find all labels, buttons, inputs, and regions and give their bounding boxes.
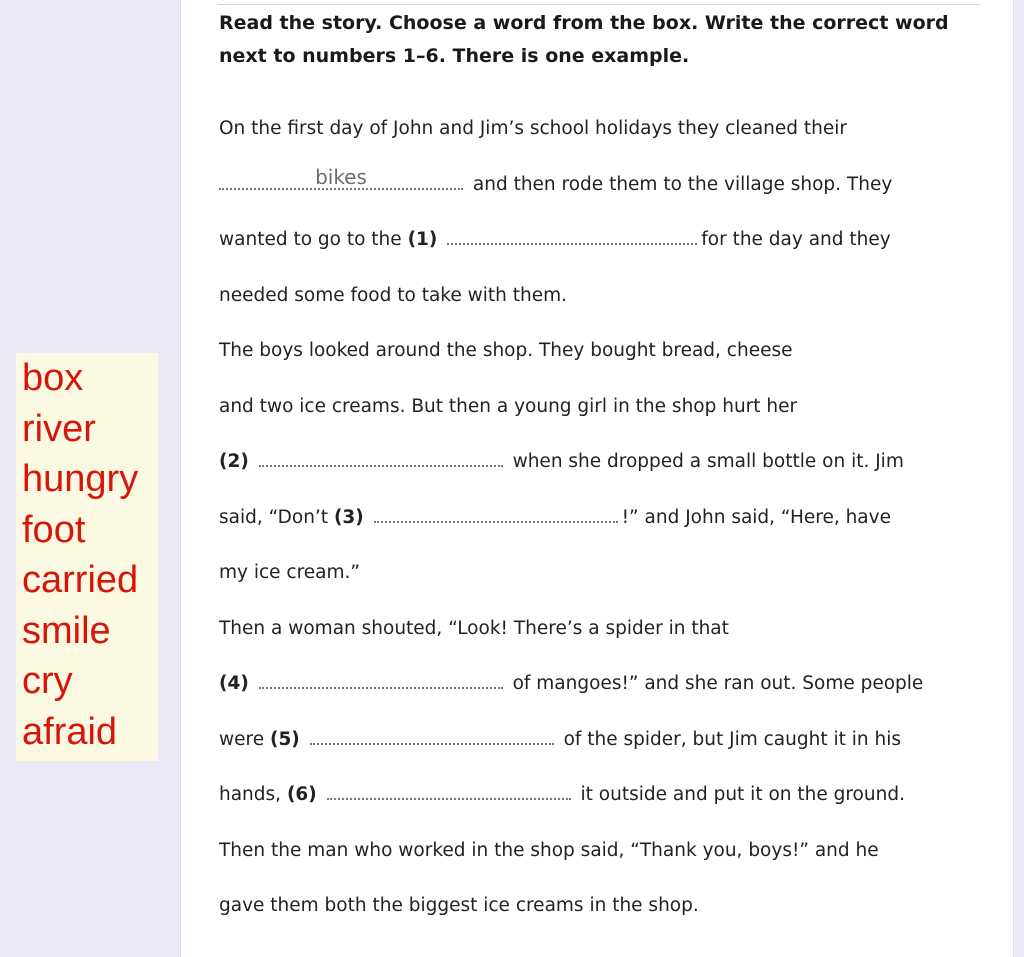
- example-blank: [219, 166, 463, 190]
- story-line-1: On the first day of John and Jim’s school holidays they cleaned their: [219, 118, 847, 139]
- top-divider: [218, 4, 980, 5]
- story-line-7: (2) when she dropped a small bottle on it. Jim: [219, 434, 999, 490]
- word-box-item: afraid: [22, 710, 118, 753]
- story-line-11: (4) of mangoes!” and she ran out. Some people: [219, 656, 999, 712]
- answer-blank-1[interactable]: [447, 221, 697, 245]
- word-box-item: box: [22, 357, 84, 399]
- story-line-15: gave them both the biggest ice creams in the shop.: [219, 895, 699, 916]
- story-line-6: and two ice creams. But then a young girl in the shop hurt her: [219, 395, 798, 417]
- blank-number-3: (3): [333, 506, 364, 528]
- answer-blank-6[interactable]: [327, 776, 571, 800]
- blank-number-4: (4): [219, 673, 249, 694]
- story-line-14: Then the man who worked in the shop said, “Thank you, boys!” and he: [219, 839, 879, 861]
- story-line-4: needed some food to take with them.: [219, 284, 568, 306]
- blank-number-1: (1): [407, 229, 438, 250]
- answer-blank-3[interactable]: [374, 499, 618, 523]
- word-box: [16, 353, 158, 761]
- word-box-item: carried: [22, 559, 139, 601]
- story-line-8: said, “Don’t (3) !” and John said, “Here, have: [219, 490, 999, 546]
- blank-number-5: (5): [269, 728, 300, 750]
- word-box-item: smile: [22, 609, 111, 652]
- answer-blank-5[interactable]: [310, 721, 554, 745]
- word-box-item: hungry: [22, 458, 139, 500]
- blank-number-2: (2): [219, 451, 249, 472]
- story-line-13: hands, (6) it outside and put it on the ground.: [219, 767, 999, 823]
- answer-blank-4[interactable]: [259, 665, 503, 689]
- story-line-10: Then a woman shouted, “Look! There’s a spider in that: [219, 617, 729, 639]
- instructions: Read the story. Choose a word from the box. Write the correct word next to numbers 1–6. There is one example.: [219, 12, 949, 67]
- blank-number-6: (6): [286, 784, 317, 805]
- story-line-12: were (5) of the spider, but Jim caught it in his: [219, 712, 999, 768]
- story-line-2: bikes and then rode them to the village shop. They: [219, 157, 999, 213]
- word-box-item: cry: [22, 660, 73, 702]
- story-text: [219, 101, 999, 934]
- word-box-item: foot: [22, 508, 86, 551]
- answer-blank-2[interactable]: [259, 443, 503, 467]
- story-line-5: The boys looked around the shop. They bought bread, cheese: [219, 340, 793, 361]
- example-answer: bikes: [315, 164, 367, 189]
- word-box-item: river: [22, 407, 96, 450]
- story-line-3: wanted to go to the (1) for the day and they: [219, 212, 999, 268]
- story-line-9: my ice cream.”: [219, 562, 360, 583]
